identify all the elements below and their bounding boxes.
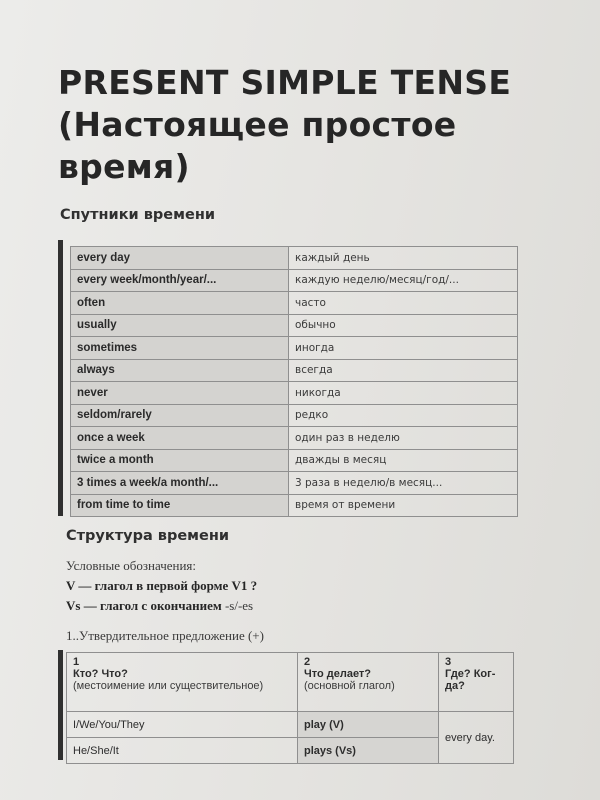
time-cell: every day. bbox=[439, 712, 514, 764]
english-marker-cell: always bbox=[71, 359, 289, 382]
english-marker-cell: sometimes bbox=[71, 337, 289, 360]
verb-cell: plays (Vs) bbox=[298, 738, 439, 764]
english-marker-cell: usually bbox=[71, 314, 289, 337]
english-marker-cell: every day bbox=[71, 247, 289, 270]
table-row bbox=[67, 712, 514, 738]
russian-translation-cell: 3 раза в неделю/в месяц... bbox=[289, 472, 518, 495]
russian-translation-cell: дважды в месяц bbox=[289, 449, 518, 472]
english-marker-cell: twice a month bbox=[71, 449, 289, 472]
table-row bbox=[71, 449, 518, 472]
page-title bbox=[58, 62, 558, 188]
affirmative-title: 1..Утвердительное предложение (+) bbox=[66, 628, 264, 643]
col1-header: 1 Кто? Что? (местоимение или существительное) bbox=[67, 653, 298, 712]
satellites-heading: Спутники времени bbox=[60, 207, 215, 223]
col3-header: 3 Где? Ког-да? bbox=[439, 653, 514, 712]
legend-v: V — глагол в первой форме V1 ? bbox=[66, 578, 258, 593]
title-line-1: PRESENT SIMPLE TENSE bbox=[58, 63, 512, 102]
table-row bbox=[71, 314, 518, 337]
table-row bbox=[71, 472, 518, 495]
russian-translation-cell: редко bbox=[289, 404, 518, 427]
title-line-2: (Настоящее простое bbox=[58, 105, 457, 144]
legend-notes bbox=[66, 556, 257, 616]
russian-translation-cell: каждую неделю/месяц/год/... bbox=[289, 269, 518, 292]
english-marker-cell: from time to time bbox=[71, 494, 289, 517]
russian-translation-cell: время от времени bbox=[289, 494, 518, 517]
structure-table bbox=[66, 652, 514, 764]
russian-translation-cell: каждый день bbox=[289, 247, 518, 270]
legend-title: Условные обозначения: bbox=[66, 558, 197, 573]
time-markers-table bbox=[70, 246, 518, 517]
table-row bbox=[71, 292, 518, 315]
english-marker-cell: every week/month/year/... bbox=[71, 269, 289, 292]
table-row bbox=[71, 269, 518, 292]
col2-header: 2 Что делает? (основной глагол) bbox=[298, 653, 439, 712]
table-row bbox=[71, 337, 518, 360]
english-marker-cell: 3 times a week/a month/... bbox=[71, 472, 289, 495]
verb-cell: play (V) bbox=[298, 712, 439, 738]
table-row bbox=[71, 359, 518, 382]
russian-translation-cell: один раз в неделю bbox=[289, 427, 518, 450]
english-marker-cell: often bbox=[71, 292, 289, 315]
russian-translation-cell: иногда bbox=[289, 337, 518, 360]
english-marker-cell: never bbox=[71, 382, 289, 405]
table-row bbox=[71, 382, 518, 405]
russian-translation-cell: никогда bbox=[289, 382, 518, 405]
russian-translation-cell: часто bbox=[289, 292, 518, 315]
subject-cell: I/We/You/They bbox=[67, 712, 298, 738]
structure-heading: Структура времени bbox=[66, 528, 230, 544]
title-line-3: время) bbox=[58, 147, 190, 186]
table-row bbox=[71, 404, 518, 427]
table-row bbox=[71, 427, 518, 450]
subject-cell: He/She/It bbox=[67, 738, 298, 764]
english-marker-cell: seldom/rarely bbox=[71, 404, 289, 427]
legend-vs: Vs — глагол с окончанием -s/-es bbox=[66, 598, 254, 613]
russian-translation-cell: всегда bbox=[289, 359, 518, 382]
english-marker-cell: once a week bbox=[71, 427, 289, 450]
structure-header-row bbox=[67, 653, 514, 712]
table-row bbox=[71, 494, 518, 517]
section-bar bbox=[58, 650, 63, 760]
russian-translation-cell: обычно bbox=[289, 314, 518, 337]
table-row bbox=[71, 247, 518, 270]
section-bar bbox=[58, 240, 63, 516]
